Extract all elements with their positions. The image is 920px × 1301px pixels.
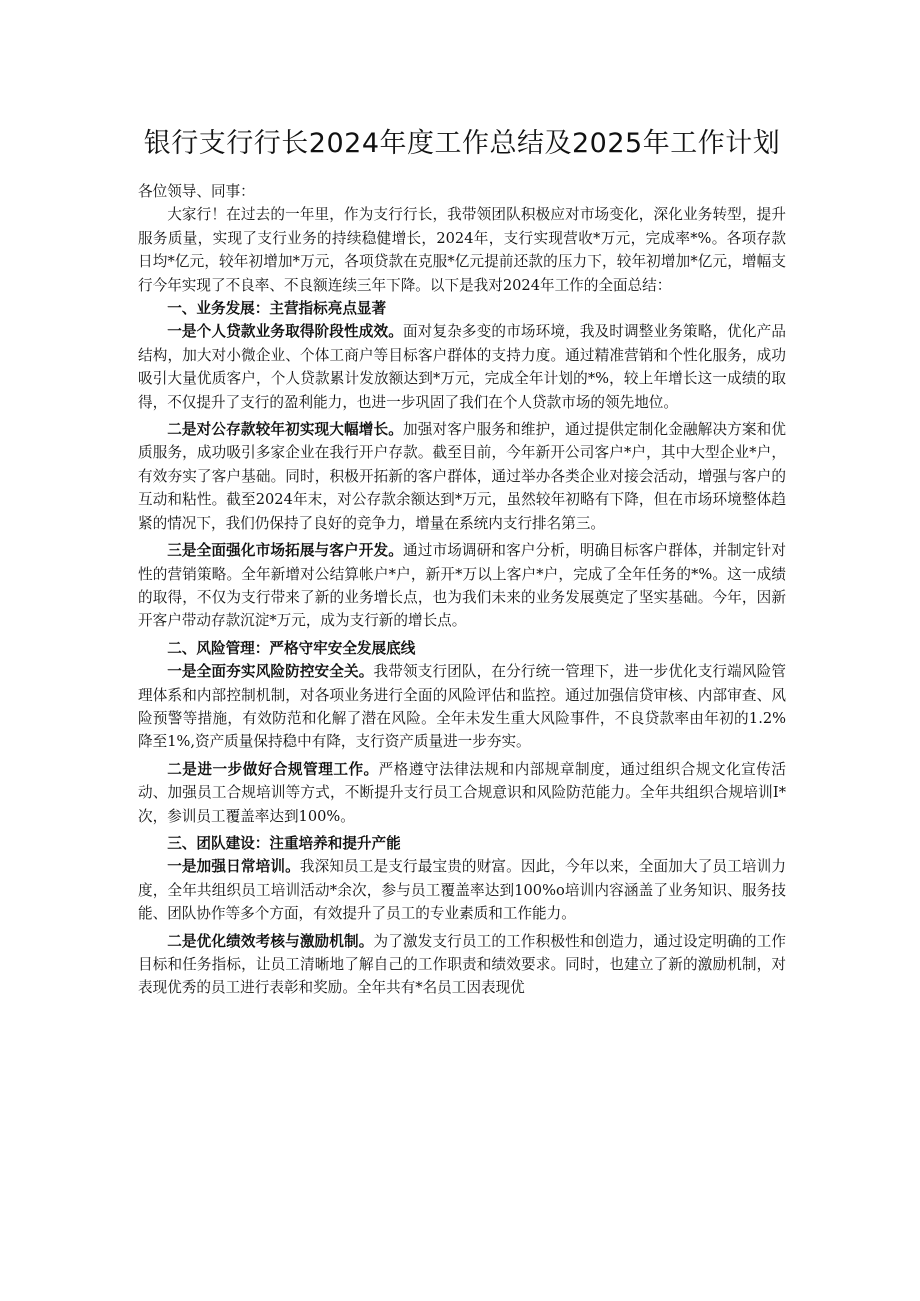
document-title: 银行支行行长2024年度工作总结及2025年工作计划: [143, 128, 781, 159]
paragraph-text: 严格遵守法律法规和内部规章制度，通过组织合规文化宣传活动、加强员工合规培训等方式，不断提升支行员工合规意识和风险防范能力。全年共组织合规培训I*次，参训员工覆盖率达到100%。: [138, 760, 786, 825]
section-heading: 二、风险管理：严格守牢安全发展底线: [167, 639, 416, 657]
section-heading: 三、团队建设：注重培养和提升产能: [167, 834, 401, 852]
paragraph-lead: 三是全面强化市场拓展与客户开发。: [167, 542, 403, 560]
paragraph-lead: 二是对公存款较年初实现大幅增长。: [167, 421, 403, 439]
paragraph-text: 面对复杂多变的市场环境，我及时调整业务策略，优化产品结构，加大对小微企业、个体工商户等目标客户群体的支持力度。通过精准营销和个性化服务，成功吸引大量优质客户，个人贷款累计发放额达到*万元，完成全年计划的*%，较上年增长这一成绩的取得，不仅提升了支行的盈利能力，也进一步巩固了我们在个人贷款市场的领先地位。: [138, 323, 786, 411]
body-paragraph: [138, 758, 786, 828]
paragraph-lead: 一是个人贷款业务取得阶段性成效。: [167, 323, 403, 341]
body-paragraph: [138, 418, 786, 535]
paragraph-text: 加强对客户服务和维护，通过提供定制化金融解决方案和优质服务，成功吸引多家企业在我行开户存款。截至目前，今年新开公司客户*户，其中大型企业*户，有效夯实了客户基础。同时，积极开拓新的客户群体，通过举办各类企业对接会活动，增强与客户的互动和粘性。截至2024年末，对公存款余额达到*万元，虽然较年初略有下降，但在市场环境整体趋紧的情况下，我们仍保持了良好的竞争力，增量在系统内支行排名第三。: [138, 421, 786, 532]
paragraph-text: 通过市场调研和客户分析，明确目标客户群体，并制定针对性的营销策略。全年新增对公结算帐户*户，新开*万以上客户*户，完成了全年任务的*%。这一成绩的取得，不仅为支行带来了新的业务增长点，也为我们未来的业务发展奠定了坚实基础。今年，因新开客户带动存款沉淀*万元，成为支行新的增长点。: [138, 542, 786, 630]
salutation: 各位领导、同事：: [138, 183, 255, 200]
body-paragraph: [138, 539, 786, 633]
paragraph-lead: 二是优化绩效考核与激励机制。: [167, 932, 374, 950]
intro-paragraph: 大家行！在过去的一年里，作为支行行长，我带领团队积极应对市场变化，深化业务转型，提升服务质量，实现了支行业务的持续稳健增长，2024年，支行实现营收*万元，完成率*%。各项存款日均*亿元，较年初增加*万元，各项贷款在克服*亿元提前还款的压力下，较年初增加*亿元，增幅支行今年实现了不良率、不良额连续三年下降。以下是我对2024年工作的全面总结：: [138, 206, 786, 294]
paragraph-text: 我深知员工是支行最宝贵的财富。因此，今年以来，全面加大了员工培训力度，全年共组织员工培训活动*余次，参与员工覆盖率达到100%o培训内容涵盖了业务知识、服务技能、团队协作等多个方面，有效提升了员工的专业素质和工作能力。: [138, 858, 786, 923]
section-heading: 一、业务发展：主营指标亮点显著: [167, 300, 387, 318]
paragraph-text: 为了激发支行员工的工作积极性和创造力，通过设定明确的工作目标和任务指标，让员工清晰地了解自己的工作职责和绩效要求。同时，也建立了新的激励机制，对表现优秀的员工进行表彰和奖励。全年共有*名员工因表现优: [138, 932, 786, 997]
paragraph-lead: 二是进一步做好合规管理工作。: [167, 760, 379, 778]
body-paragraph: [138, 930, 786, 1000]
body-paragraph: [138, 855, 786, 925]
body-paragraph: [138, 660, 786, 754]
document-body: [138, 180, 786, 1000]
body-paragraph: [138, 320, 786, 414]
paragraph-text: 我带领支行团队，在分行统一管理下，进一步优化支行端风险管理体系和内部控制机制，对各项业务进行全面的风险评估和监控。通过加强信贷审核、内部审查、风险预警等措施，有效防范和化解了潜在风险。全年未发生重大风险事件，不良贷款率由年初的1.2%降至1%,资产质量保持稳中有降，支行资产质量进一步夯实。: [138, 663, 786, 751]
paragraph-lead: 一是加强日常培训。: [167, 858, 300, 876]
paragraph-lead: 一是全面夯实风险防控安全关。: [167, 663, 374, 681]
document-page: [138, 0, 786, 1000]
